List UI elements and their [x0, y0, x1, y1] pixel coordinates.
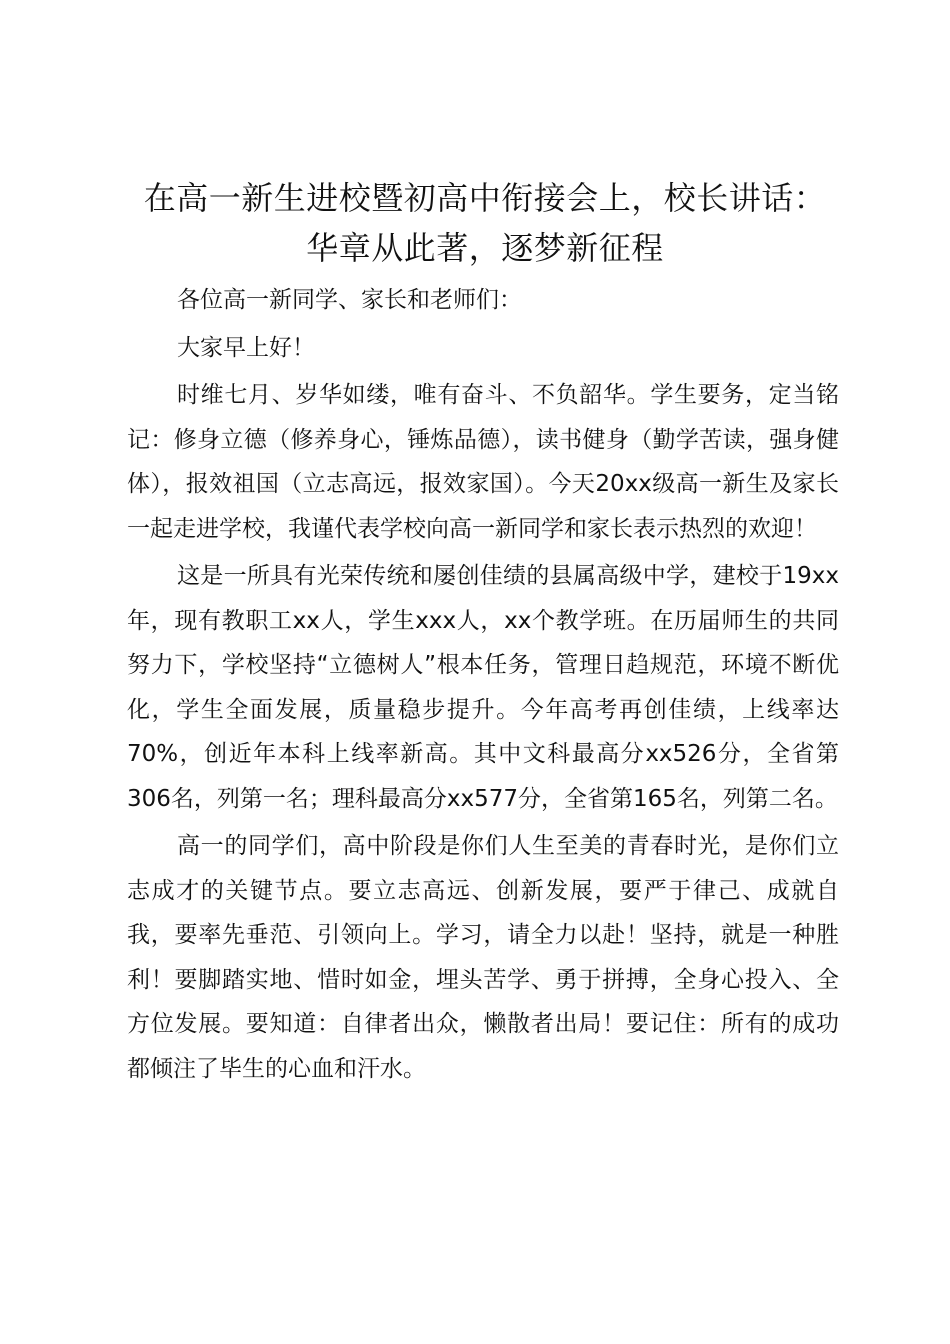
salutation: 各位高一新同学、家长和老师们：: [177, 287, 522, 313]
document-body: [127, 278, 839, 1091]
document-title: [100, 173, 870, 273]
paragraph-welcome: 时维七月、岁华如缕，唯有奋斗、不负韶华。学生要务，定当铭记：修身立德（修养身心，锤炼品德），读书健身（勤学苦读，强身健体），报效祖国（立志高远，报效家国）。今天20xx级高一新生及家长一起走进学校，我谨代表学校向高一新同学和家长表示热烈的欢迎！: [127, 382, 839, 542]
paragraph-school-intro: 这是一所具有光荣传统和屡创佳绩的县属高级中学，建校于19xx年，现有教职工xx人，学生xxx人，xx个教学班。在历届师生的共同努力下，学校坚持“立德树人”根本任务，管理日趋规范，环境不断优化，学生全面发展，质量稳步提升。今年高考再创佳绩，上线率达70%，创近年本科上线率新高。其中文科最高分xx526分，全省第306名，列第一名；理科最高分xx577分，全省第165名，列第二名。: [127, 563, 839, 812]
title-line-1: 在高一新生进校暨初高中衔接会上，校长讲话：: [143, 179, 827, 217]
title-line-2: 华章从此著，逐梦新征程: [306, 229, 664, 267]
greeting: 大家早上好！: [177, 334, 315, 361]
paragraph-advice: 高一的同学们，高中阶段是你们人生至美的青春时光，是你们立志成才的关键节点。要立志高远、创新发展，要严于律己、成就自我，要率先垂范、引领向上。学习，请全力以赴！坚持，就是一种胜利！要脚踏实地、惜时如金，埋头苦学、勇于拼搏，全身心投入、全方位发展。要知道：自律者出众，懒散者出局！要记住：所有的成功都倾注了毕生的心血和汗水。: [127, 833, 839, 1082]
